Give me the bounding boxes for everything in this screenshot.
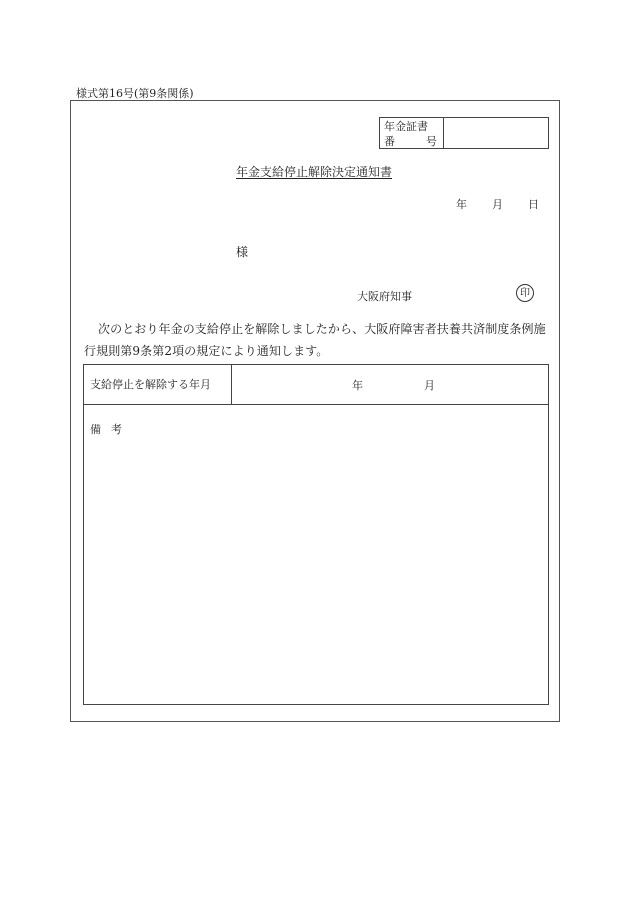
resume-date-row bbox=[84, 365, 548, 405]
pension-certificate-number-field bbox=[444, 118, 548, 148]
pension-label-ban: 番 bbox=[384, 135, 395, 148]
pension-label-line2 bbox=[384, 134, 443, 149]
issuer-name: 大阪府知事 bbox=[357, 290, 412, 303]
resume-month-label: 月 bbox=[424, 379, 435, 392]
pension-certificate-box bbox=[379, 117, 549, 149]
form-number-label: 様式第16号(第9条関係) bbox=[76, 87, 194, 100]
resume-year-label: 年 bbox=[352, 379, 363, 392]
notice-table bbox=[83, 364, 549, 705]
notice-body-line1: 次のとおり年金の支給停止を解除しましたから、大阪府障害者扶養共済制度条例施 bbox=[98, 322, 546, 336]
date-month-label: 月 bbox=[492, 198, 503, 211]
remarks-label: 備考 bbox=[90, 423, 132, 436]
recipient-honorific: 様 bbox=[236, 245, 249, 259]
date-day-label: 日 bbox=[528, 198, 539, 211]
document-title: 年金支給停止解除決定通知書 bbox=[236, 165, 393, 179]
notice-body-line2: 行規則第9条第2項の規定により通知します。 bbox=[84, 344, 329, 358]
pension-label-line1: 年金証書 bbox=[384, 120, 428, 133]
notice-body bbox=[84, 318, 552, 362]
resume-date-label: 支給停止を解除する年月 bbox=[84, 365, 232, 404]
seal-icon: 印 bbox=[516, 284, 534, 302]
pension-label-go: 号 bbox=[426, 135, 437, 148]
date-year-label: 年 bbox=[456, 198, 467, 211]
pension-certificate-label bbox=[380, 118, 444, 148]
